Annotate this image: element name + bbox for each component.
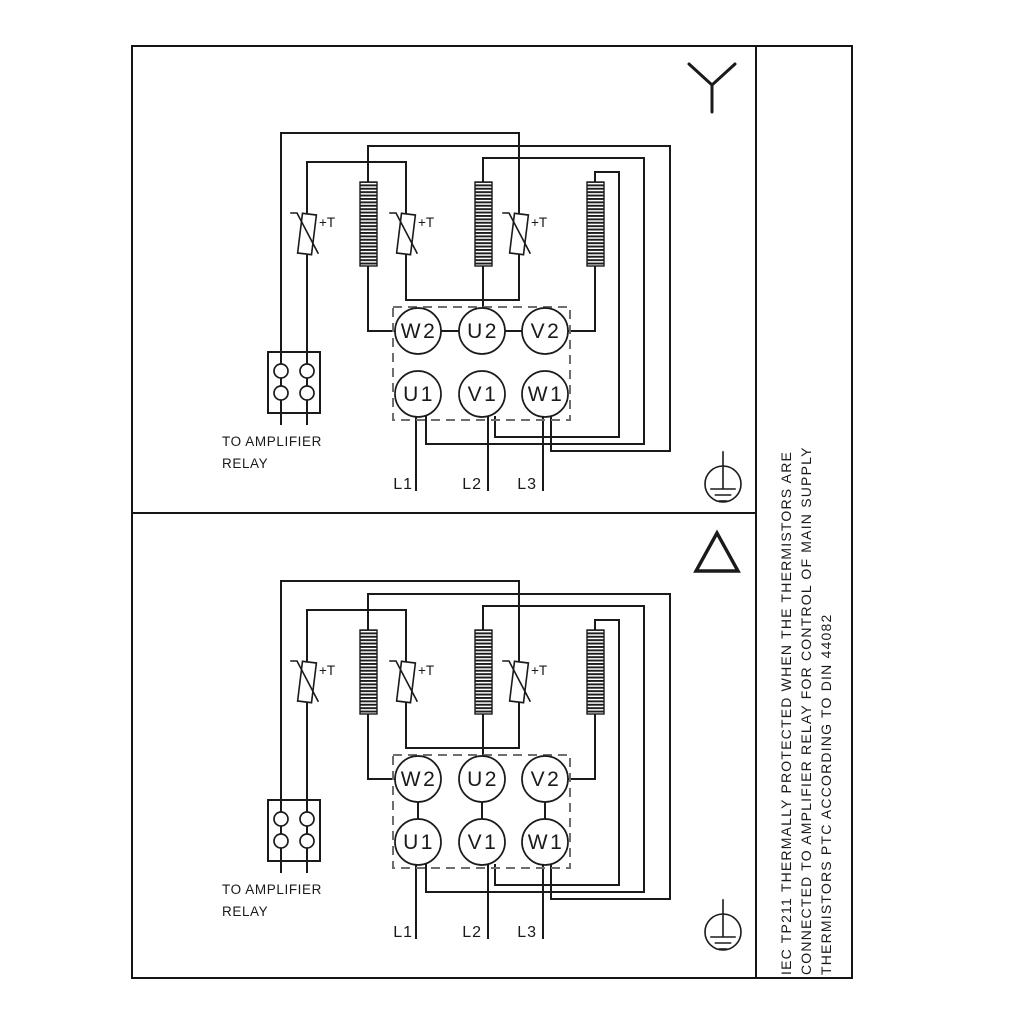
thermistor-label: +T — [418, 663, 435, 678]
supply-label-l1: L1 — [393, 476, 413, 493]
svg-text:W1: W1 — [527, 831, 565, 854]
thermistor-label: +T — [319, 663, 336, 678]
supply-label-l2: L2 — [462, 476, 482, 493]
relay-caption-line1: TO AMPLIFIER — [222, 882, 322, 897]
svg-text:V2: V2 — [530, 320, 562, 343]
thermistor-label: +T — [418, 215, 435, 230]
supply-label-l3: L3 — [517, 476, 537, 493]
note-line-3: THERMISTORS PTC ACCORDING TO DIN 44082 — [818, 613, 834, 975]
panel-divider — [131, 512, 755, 514]
relay-caption-line2: RELAY — [222, 456, 269, 471]
supply-label-l3: L3 — [517, 924, 537, 941]
svg-text:V2: V2 — [530, 768, 562, 791]
svg-text:V1: V1 — [467, 831, 499, 854]
svg-text:W2: W2 — [400, 320, 438, 343]
thermistor-label: +T — [531, 215, 548, 230]
note-line-2: CONNECTED TO AMPLIFIER RELAY FOR CONTROL OF MAIN SUPPLY — [798, 446, 814, 975]
thermistor-label: +T — [319, 215, 336, 230]
svg-text:W1: W1 — [527, 383, 565, 406]
svg-text:U1: U1 — [403, 831, 435, 854]
svg-text:W2: W2 — [400, 768, 438, 791]
svg-text:V1: V1 — [467, 383, 499, 406]
supply-label-l1: L1 — [393, 924, 413, 941]
thermistor-label: +T — [531, 663, 548, 678]
note-line-1: IEC TP211 THERMALLY PROTECTED WHEN THE THERMISTORS ARE — [778, 450, 794, 975]
relay-caption-line1: TO AMPLIFIER — [222, 434, 322, 449]
svg-text:U2: U2 — [467, 320, 499, 343]
supply-label-l2: L2 — [462, 924, 482, 941]
svg-text:U2: U2 — [467, 768, 499, 791]
relay-caption-line2: RELAY — [222, 904, 269, 919]
note-column-divider — [755, 45, 757, 979]
svg-text:U1: U1 — [403, 383, 435, 406]
